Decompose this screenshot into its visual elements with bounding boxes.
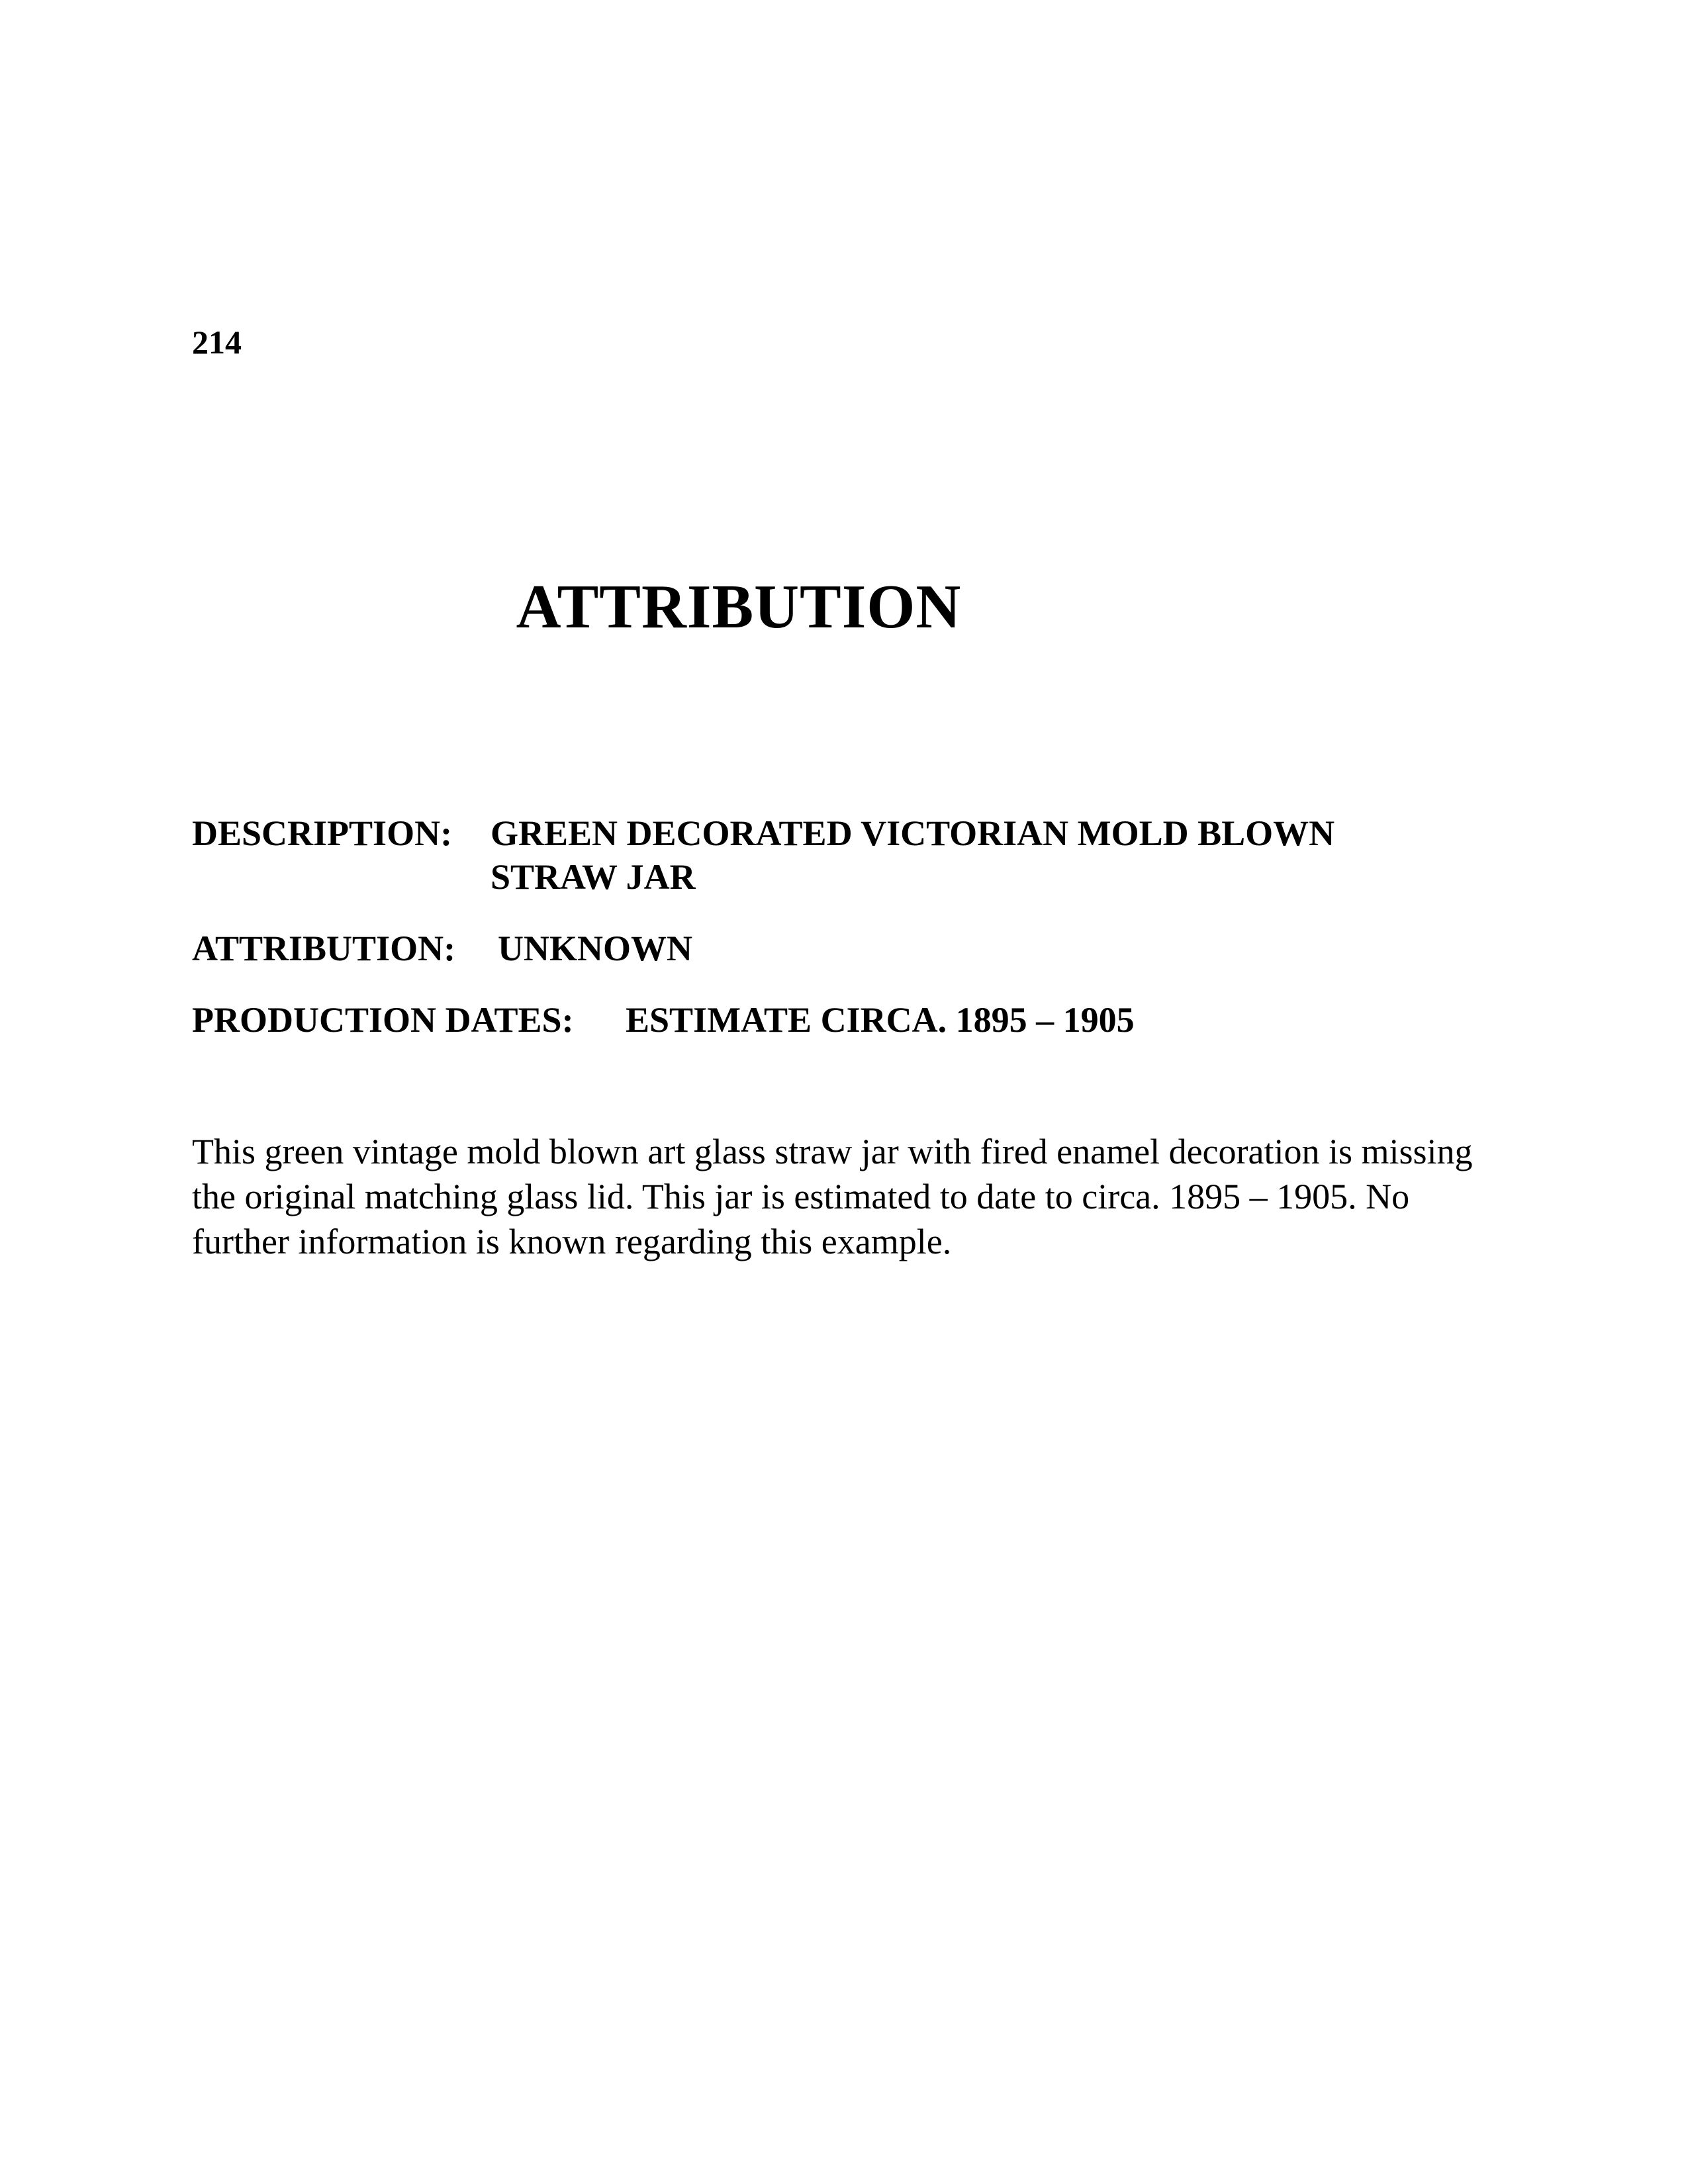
body-paragraph: This green vintage mold blown art glass straw jar with fired enamel decoration is missing the original matching glass lid. This jar is estimated to date to circa. 1895 – 1905. No further information is known regarding this example.	[192, 1132, 1473, 1261]
attribution-field	[192, 927, 692, 970]
description-field	[192, 811, 1450, 899]
description-label: DESCRIPTION:	[192, 813, 453, 853]
attribution-label: ATTRIBUTION:	[192, 929, 456, 968]
description-value: GREEN DECORATED VICTORIAN MOLD BLOWN STRAW JAR	[491, 813, 1335, 897]
production-dates-label: PRODUCTION DATES:	[192, 1000, 574, 1040]
page-number: 214	[192, 324, 242, 361]
page-title: ATTRIBUTION	[516, 572, 962, 641]
production-dates-field	[192, 998, 1135, 1042]
attribution-value: UNKNOWN	[498, 929, 692, 968]
production-dates-value: ESTIMATE CIRCA. 1895 – 1905	[626, 1000, 1135, 1040]
